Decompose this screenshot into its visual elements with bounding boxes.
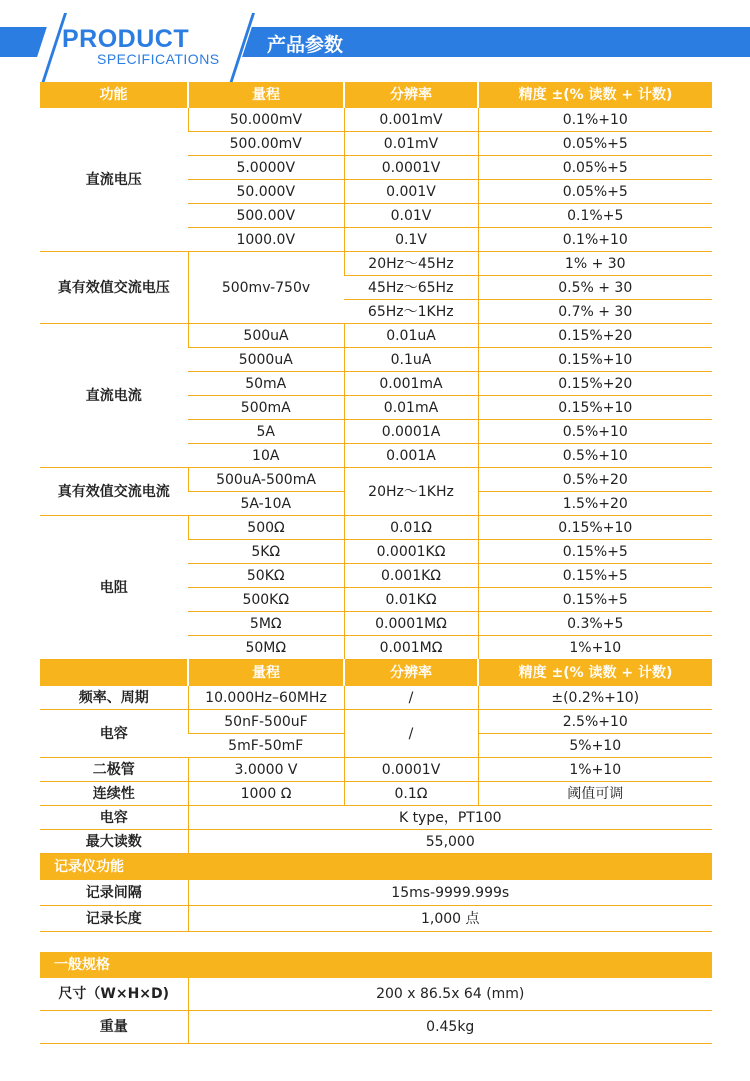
cell-resolution: 0.01mV — [344, 132, 478, 156]
cell-accuracy: 0.5%+20 — [478, 468, 712, 492]
cell-accuracy: 0.7% + 30 — [478, 300, 712, 324]
header-banner — [0, 25, 750, 67]
row-label-ac-current: 真有效值交流电流 — [40, 468, 188, 516]
cell-accuracy: 0.1%+10 — [478, 108, 712, 132]
cell-resolution: 0.001A — [344, 444, 478, 468]
row-label-temperature: 电容 — [40, 806, 188, 830]
cell-accuracy: 0.05%+5 — [478, 156, 712, 180]
cell-accuracy: 0.1%+5 — [478, 204, 712, 228]
cell-resolution: 0.01V — [344, 204, 478, 228]
table-row — [40, 252, 712, 276]
cell-resolution: 0.0001V — [344, 156, 478, 180]
row-label-record-length: 记录长度 — [40, 906, 188, 932]
cell-resolution: 0.001MΩ — [344, 636, 478, 660]
cell-range: 50.000mV — [188, 108, 344, 132]
cell-accuracy: 0.15%+20 — [478, 324, 712, 348]
row-label-dimensions: 尺寸（W×H×D) — [40, 978, 188, 1011]
cell-accuracy: 1% + 30 — [478, 252, 712, 276]
cell-value: 0.45kg — [188, 1011, 712, 1044]
cell-resolution: 0.0001A — [344, 420, 478, 444]
cell-resolution: 0.001mA — [344, 372, 478, 396]
row-label-weight: 重量 — [40, 1011, 188, 1044]
col-header-accuracy: 精度 ±(% 读数 + 计数) — [478, 82, 712, 108]
spec-table — [40, 82, 712, 1044]
cell-accuracy: 0.15%+10 — [478, 396, 712, 420]
col-header-function: 功能 — [40, 82, 188, 108]
cell-value: 1,000 点 — [188, 906, 712, 932]
cell-range: 50nF-500uF — [188, 710, 344, 734]
cell-value: 55,000 — [188, 830, 712, 854]
cell-accuracy: 0.05%+5 — [478, 132, 712, 156]
cell-range: 50KΩ — [188, 564, 344, 588]
table-row — [40, 880, 712, 906]
cell-range: 3.0000 V — [188, 758, 344, 782]
cell-range: 1000 Ω — [188, 782, 344, 806]
section-header-general: 一般规格 — [40, 952, 712, 978]
cell-range: 50MΩ — [188, 636, 344, 660]
cell-resolution: 0.001KΩ — [344, 564, 478, 588]
cell-accuracy: 0.3%+5 — [478, 612, 712, 636]
cell-range: 1000.0V — [188, 228, 344, 252]
cell-resolution: 20Hz～1KHz — [344, 468, 478, 516]
cell-accuracy: 0.15%+20 — [478, 372, 712, 396]
col-header-range: 量程 — [188, 660, 344, 687]
spec-header-row — [40, 82, 712, 108]
cell-range: 5A-10A — [188, 492, 344, 516]
section-row — [40, 952, 712, 978]
cell-accuracy: 0.5%+10 — [478, 420, 712, 444]
cell-range: 500uA-500mA — [188, 468, 344, 492]
cell-resolution: 0.1uA — [344, 348, 478, 372]
cell-resolution: 0.0001V — [344, 758, 478, 782]
cell-range: 5.0000V — [188, 156, 344, 180]
cell-resolution: 0.01Ω — [344, 516, 478, 540]
cell-resolution: 0.001V — [344, 180, 478, 204]
cell-resolution: 0.01mA — [344, 396, 478, 420]
row-label-record-interval: 记录间隔 — [40, 880, 188, 906]
table-row — [40, 782, 712, 806]
cell-range: 50.000V — [188, 180, 344, 204]
banner-title-cn: 产品参数 — [267, 34, 344, 56]
row-label-resistance: 电阻 — [40, 516, 188, 660]
cell-range: 500mv-750v — [188, 252, 344, 324]
cell-range: 500Ω — [188, 516, 344, 540]
table-row — [40, 686, 712, 710]
col-header-resolution: 分辨率 — [344, 82, 478, 108]
col-header-accuracy: 精度 ±(% 读数 + 计数) — [478, 660, 712, 687]
table-row — [40, 830, 712, 854]
cell-accuracy: 阈值可调 — [478, 782, 712, 806]
row-label-capacitance: 电容 — [40, 710, 188, 758]
cell-range: 500KΩ — [188, 588, 344, 612]
cell-resolution: 65Hz～1KHz — [344, 300, 478, 324]
cell-range: 5mF-50mF — [188, 734, 344, 758]
cell-accuracy: 0.15%+5 — [478, 588, 712, 612]
cell-range: 500mA — [188, 396, 344, 420]
cell-resolution: 0.0001MΩ — [344, 612, 478, 636]
cell-resolution: 0.01KΩ — [344, 588, 478, 612]
cell-range: 10A — [188, 444, 344, 468]
cell-accuracy: 0.15%+10 — [478, 516, 712, 540]
cell-resolution: 45Hz～65Hz — [344, 276, 478, 300]
table-row — [40, 324, 712, 348]
cell-range: 500.00mV — [188, 132, 344, 156]
cell-accuracy: 0.1%+10 — [478, 228, 712, 252]
cell-range: 5KΩ — [188, 540, 344, 564]
spec-header-row-2 — [40, 660, 712, 687]
cell-range: 5MΩ — [188, 612, 344, 636]
cell-accuracy: ±(0.2%+10) — [478, 686, 712, 710]
cell-range: 500.00V — [188, 204, 344, 228]
spacer — [40, 932, 712, 953]
row-label-dc-current: 直流电流 — [40, 324, 188, 468]
cell-range: 5A — [188, 420, 344, 444]
row-label-diode: 二极管 — [40, 758, 188, 782]
section-row — [40, 854, 712, 881]
table-row — [40, 758, 712, 782]
table-row — [40, 710, 712, 734]
banner-title-en: PRODUCT — [62, 25, 190, 53]
table-row — [40, 1011, 712, 1044]
cell-resolution: 20Hz～45Hz — [344, 252, 478, 276]
row-label-dc-voltage: 直流电压 — [40, 108, 188, 252]
cell-resolution: 0.1V — [344, 228, 478, 252]
col-header-empty — [40, 660, 188, 687]
cell-accuracy: 0.5%+10 — [478, 444, 712, 468]
cell-value: K type，PT100 — [188, 806, 712, 830]
cell-accuracy: 1%+10 — [478, 636, 712, 660]
table-row — [40, 108, 712, 132]
cell-resolution: / — [344, 710, 478, 758]
col-header-range: 量程 — [188, 82, 344, 108]
section-header-recorder: 记录仪功能 — [40, 854, 712, 881]
cell-value: 15ms-9999.999s — [188, 880, 712, 906]
spacer-row — [40, 932, 712, 953]
row-label-max-reading: 最大读数 — [40, 830, 188, 854]
cell-range: 5000uA — [188, 348, 344, 372]
cell-accuracy: 5%+10 — [478, 734, 712, 758]
cell-resolution: / — [344, 686, 478, 710]
cell-accuracy: 0.15%+5 — [478, 540, 712, 564]
table-row — [40, 906, 712, 932]
cell-range: 10.000Hz–60MHz — [188, 686, 344, 710]
cell-accuracy: 1%+10 — [478, 758, 712, 782]
row-label-ac-voltage: 真有效值交流电压 — [40, 252, 188, 324]
cell-accuracy: 1.5%+20 — [478, 492, 712, 516]
cell-resolution: 0.001mV — [344, 108, 478, 132]
table-row — [40, 806, 712, 830]
cell-resolution: 0.0001KΩ — [344, 540, 478, 564]
cell-accuracy: 0.15%+5 — [478, 564, 712, 588]
cell-accuracy: 2.5%+10 — [478, 710, 712, 734]
row-label-frequency: 频率、周期 — [40, 686, 188, 710]
row-label-continuity: 连续性 — [40, 782, 188, 806]
cell-accuracy: 0.5% + 30 — [478, 276, 712, 300]
table-row — [40, 978, 712, 1011]
cell-resolution: 0.1Ω — [344, 782, 478, 806]
col-header-resolution: 分辨率 — [344, 660, 478, 687]
cell-resolution: 0.01uA — [344, 324, 478, 348]
table-row — [40, 468, 712, 492]
cell-range: 50mA — [188, 372, 344, 396]
table-row — [40, 516, 712, 540]
cell-accuracy: 0.05%+5 — [478, 180, 712, 204]
banner-subtitle-en: SPECIFICATIONS — [97, 51, 220, 67]
cell-value: 200 x 86.5x 64 (mm) — [188, 978, 712, 1011]
cell-accuracy: 0.15%+10 — [478, 348, 712, 372]
cell-range: 500uA — [188, 324, 344, 348]
